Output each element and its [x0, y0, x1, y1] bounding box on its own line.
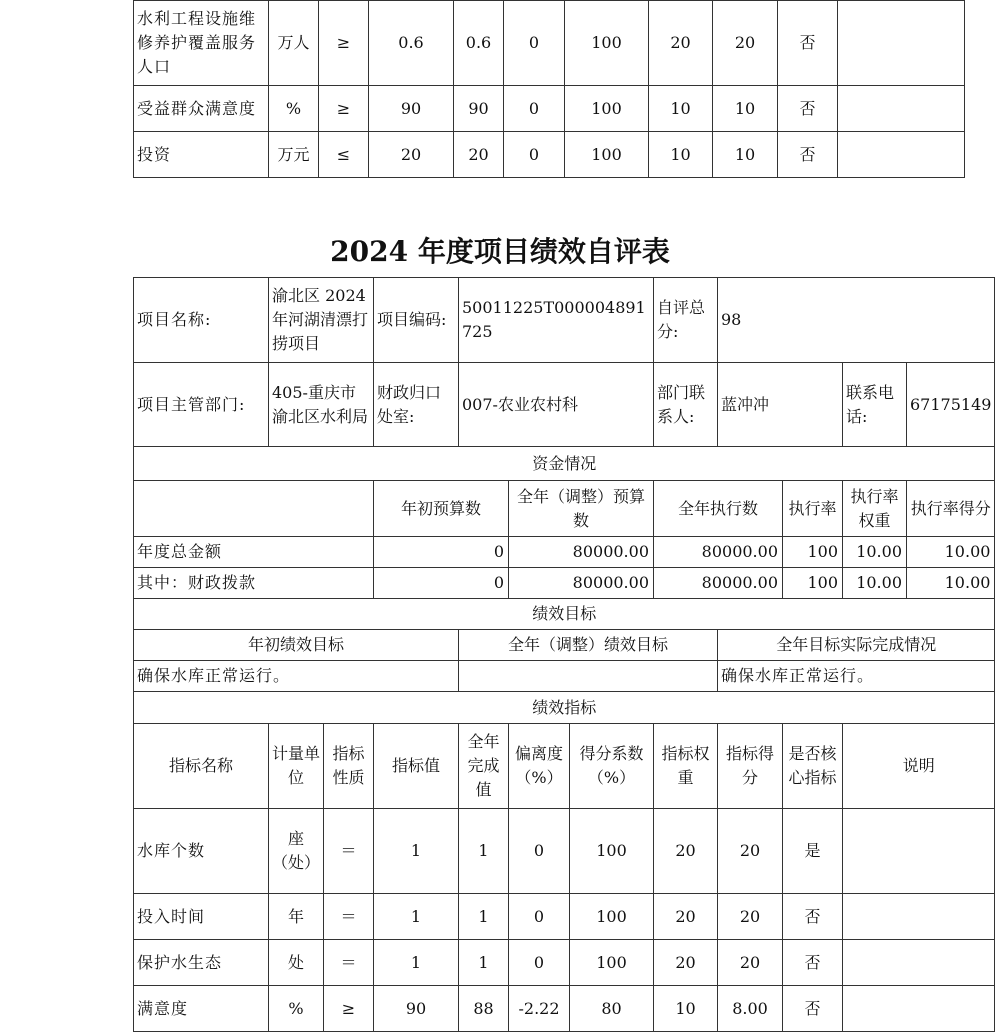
indicator-actual: 90: [454, 86, 504, 132]
indicator-score: 10: [713, 86, 778, 132]
indicator-target: 20: [369, 132, 454, 178]
indicator-core: 否: [778, 1, 838, 86]
contact-label: 部门联系人:: [654, 363, 718, 447]
indicator-actual: 0.6: [454, 1, 504, 86]
indicator-nature: ＝: [324, 809, 374, 894]
indicator-weight: 20: [654, 809, 718, 894]
funds-header-executed: 全年执行数: [654, 481, 783, 537]
indicator-coef: 100: [565, 86, 649, 132]
indicator-target: 0.6: [369, 1, 454, 86]
indicator-deviation: 0: [504, 132, 565, 178]
goals-header-initial: 年初绩效目标: [134, 630, 459, 661]
indicator-note: [838, 86, 965, 132]
indicator-coef: 100: [570, 894, 654, 940]
funds-header-adjusted: 全年（调整）预算数: [509, 481, 654, 537]
indicator-target: 1: [374, 809, 459, 894]
indicator-actual: 1: [459, 940, 509, 986]
indicator-target: 1: [374, 894, 459, 940]
table-row: [134, 894, 995, 940]
self-score-label: 自评总分:: [654, 278, 718, 363]
goals-section-title: 绩效目标: [134, 599, 995, 630]
indicator-target: 90: [374, 986, 459, 1032]
funds-header-weight: 执行率权重: [843, 481, 907, 537]
self-evaluation-table: [133, 277, 995, 1032]
project-name: 渝北区 2024 年河湖清漂打捞项目: [269, 278, 374, 363]
project-info-row: [134, 363, 995, 447]
table-row: [134, 86, 965, 132]
indicator-nature: ≥: [319, 86, 369, 132]
table-row: [134, 986, 995, 1032]
finance-office: 007-农业农村科: [459, 363, 654, 447]
ind-header-target: 指标值: [374, 724, 459, 809]
indicator-unit: 座（处）: [269, 809, 324, 894]
indicator-coef: 100: [565, 132, 649, 178]
ind-header-core: 是否核心指标: [783, 724, 843, 809]
indicator-core: 否: [783, 894, 843, 940]
funds-executed: 80000.00: [654, 568, 783, 599]
funds-weight: 10.00: [843, 537, 907, 568]
funds-initial: 0: [374, 537, 509, 568]
goals-header-adjusted: 全年（调整）绩效目标: [459, 630, 718, 661]
indicator-coef: 100: [565, 1, 649, 86]
indicator-deviation: 0: [509, 809, 570, 894]
goals-header-actual: 全年目标实际完成情况: [718, 630, 995, 661]
page-title: 2024 年度项目绩效自评表: [330, 235, 670, 268]
indicator-actual: 20: [454, 132, 504, 178]
indicator-unit: 处: [269, 940, 324, 986]
funds-rate: 100: [783, 537, 843, 568]
table-row: [134, 1, 965, 86]
indicator-score: 10: [713, 132, 778, 178]
indicator-weight: 10: [649, 86, 713, 132]
funds-score: 10.00: [907, 537, 995, 568]
goal-actual: 确保水库正常运行。: [718, 661, 995, 692]
indicator-coef: 80: [570, 986, 654, 1032]
indicator-weight: 20: [649, 1, 713, 86]
indicator-note: [838, 132, 965, 178]
ind-header-score: 指标得分: [718, 724, 783, 809]
funds-rate: 100: [783, 568, 843, 599]
finance-label: 财政归口处室:: [374, 363, 459, 447]
funds-header-rate: 执行率: [783, 481, 843, 537]
indicator-name: 水库个数: [134, 809, 269, 894]
indicator-unit: 万人: [269, 1, 319, 86]
indicator-note: [843, 940, 995, 986]
phone-label: 联系电话:: [843, 363, 907, 447]
indicator-core: 否: [783, 986, 843, 1032]
indicator-note: [838, 1, 965, 86]
indicator-nature: ≤: [319, 132, 369, 178]
indicator-weight: 10: [654, 986, 718, 1032]
funds-initial: 0: [374, 568, 509, 599]
indicator-actual: 1: [459, 809, 509, 894]
indicator-weight: 10: [649, 132, 713, 178]
indicator-weight: 20: [654, 940, 718, 986]
indicator-unit: %: [269, 86, 319, 132]
project-code: 50011225T000004891725: [459, 278, 654, 363]
indicator-score: 20: [718, 894, 783, 940]
indicator-name: 满意度: [134, 986, 269, 1032]
indicator-deviation: 0: [504, 1, 565, 86]
funds-header-blank: [134, 481, 374, 537]
goal-initial: 确保水库正常运行。: [134, 661, 459, 692]
funds-executed: 80000.00: [654, 537, 783, 568]
project-info-row: [134, 278, 995, 363]
indicator-nature: ＝: [324, 940, 374, 986]
goal-adjusted: [459, 661, 718, 692]
contact-person: 蓝冲冲: [718, 363, 843, 447]
indicator-coef: 100: [570, 809, 654, 894]
funds-row-label: 其中：财政拨款: [134, 568, 374, 599]
funds-header-row: [134, 481, 995, 537]
table-row: [134, 940, 995, 986]
indicator-note: [843, 894, 995, 940]
indicator-score: 8.00: [718, 986, 783, 1032]
table-row: [134, 809, 995, 894]
funds-weight: 10.00: [843, 568, 907, 599]
indicator-actual: 88: [459, 986, 509, 1032]
indicator-actual: 1: [459, 894, 509, 940]
indicator-core: 否: [778, 132, 838, 178]
goals-header-row: [134, 630, 995, 661]
table-row: [134, 132, 965, 178]
indicator-name: 投资: [134, 132, 269, 178]
indicator-nature: ≥: [324, 986, 374, 1032]
indicator-core: 否: [783, 940, 843, 986]
funds-section-title: 资金情况: [134, 447, 995, 481]
indicator-name: 保护水生态: [134, 940, 269, 986]
indicator-name: 受益群众满意度: [134, 86, 269, 132]
funds-adjusted: 80000.00: [509, 568, 654, 599]
ind-header-actual: 全年完成值: [459, 724, 509, 809]
section-header: [134, 692, 995, 724]
indicator-deviation: -2.22: [509, 986, 570, 1032]
table-row: [134, 537, 995, 568]
funds-header-score: 执行率得分: [907, 481, 995, 537]
dept-label: 项目主管部门:: [134, 363, 269, 447]
funds-row-label: 年度总金额: [134, 537, 374, 568]
indicator-nature: ＝: [324, 894, 374, 940]
self-score: 98: [718, 278, 995, 363]
ind-header-name: 指标名称: [134, 724, 269, 809]
indicator-note: [843, 986, 995, 1032]
indicator-score: 20: [718, 809, 783, 894]
indicator-unit: 年: [269, 894, 324, 940]
indicator-nature: ≥: [319, 1, 369, 86]
indicator-deviation: 0: [509, 894, 570, 940]
section-header: [134, 599, 995, 630]
indicator-coef: 100: [570, 940, 654, 986]
ind-header-coef: 得分系数（%）: [570, 724, 654, 809]
indicator-score: 20: [713, 1, 778, 86]
section-header: [134, 447, 995, 481]
indicator-note: [843, 809, 995, 894]
ind-header-deviation: 偏离度（%）: [509, 724, 570, 809]
goals-row: [134, 661, 995, 692]
phone: 67175149: [907, 363, 995, 447]
indicator-deviation: 0: [509, 940, 570, 986]
project-code-label: 项目编码:: [374, 278, 459, 363]
ind-header-note: 说明: [843, 724, 995, 809]
funds-adjusted: 80000.00: [509, 537, 654, 568]
ind-header-nature: 指标性质: [324, 724, 374, 809]
indicator-score: 20: [718, 940, 783, 986]
indicators-header-row: [134, 724, 995, 809]
indicator-name: 水利工程设施维修养护覆盖服务人口: [134, 1, 269, 86]
funds-score: 10.00: [907, 568, 995, 599]
indicator-target: 90: [369, 86, 454, 132]
indicator-unit: %: [269, 986, 324, 1032]
indicator-deviation: 0: [504, 86, 565, 132]
prev-indicator-table: [133, 0, 965, 178]
funds-header-initial: 年初预算数: [374, 481, 509, 537]
table-row: [134, 568, 995, 599]
indicator-core: 是: [783, 809, 843, 894]
dept: 405-重庆市渝北区水利局: [269, 363, 374, 447]
indicator-unit: 万元: [269, 132, 319, 178]
indicators-section-title: 绩效指标: [134, 692, 995, 724]
indicator-weight: 20: [654, 894, 718, 940]
indicator-core: 否: [778, 86, 838, 132]
ind-header-unit: 计量单位: [269, 724, 324, 809]
indicator-target: 1: [374, 940, 459, 986]
project-name-label: 项目名称:: [134, 278, 269, 363]
ind-header-weight: 指标权重: [654, 724, 718, 809]
indicator-name: 投入时间: [134, 894, 269, 940]
